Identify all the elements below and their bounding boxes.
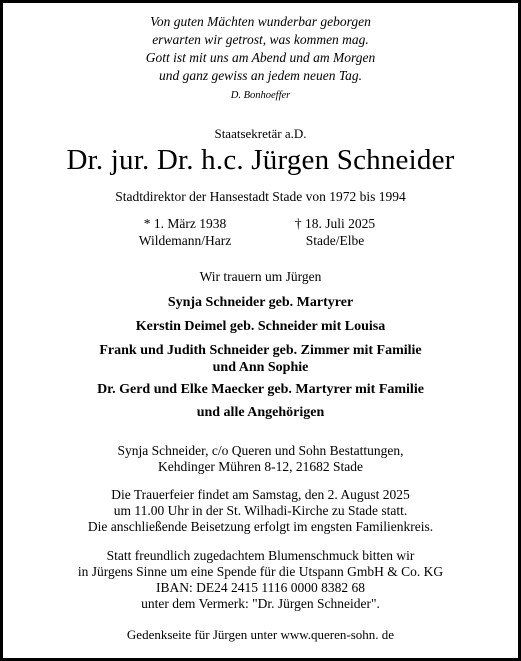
donation-line-1: Statt freundlich zugedachtem Blumenschmuck bitten wir [106, 548, 415, 563]
service-line-3: Die anschließende Beisetzung erfolgt im engsten Familienkreis. [87, 519, 434, 534]
poem-attribution: D. Bonhoeffer [230, 90, 291, 101]
birth-place: Wildemann/Harz [138, 233, 232, 248]
poem-line-2: erwarten wir getrost, was kommen mag. [152, 32, 369, 47]
donation-line-2: in Jürgens Sinne um eine Spende für die Utspann GmbH & Co. KG [77, 564, 444, 579]
death-block [245, 215, 425, 249]
poem-line-1: Von guten Mächten wunderbar geborgen [150, 14, 371, 29]
mourner-line-4: und Ann Sophie [212, 360, 309, 375]
deceased-title: Staatsekretär a.D. [214, 126, 307, 141]
service-line-1: Die Trauerfeier findet am Samstag, den 2. August 2025 [111, 487, 410, 502]
death-place: Stade/Elbe [305, 233, 365, 248]
mourning-intro: Wir trauern um Jürgen [199, 269, 322, 284]
donation-line-3: IBAN: DE24 2415 1116 0000 8382 68 [156, 580, 365, 595]
deceased-name: Dr. jur. Dr. h.c. Jürgen Schneider [66, 144, 455, 176]
deceased-role: Stadtdirektor der Hansestadt Stade von 1972 bis 1994 [115, 189, 406, 204]
contact-line-2: Kehdinger Mühren 8-12, 21682 Stade [157, 459, 364, 474]
service-line-2: um 11.00 Uhr in der St. Wilhadi-Kirche zu Stade statt. [113, 503, 408, 518]
mourner-line-3: Frank und Judith Schneider geb. Zimmer mit Familie [99, 343, 422, 358]
mourner-line-5: Dr. Gerd und Elke Maecker geb. Martyrer mit Familie [97, 382, 424, 397]
death-date: † 18. Juli 2025 [294, 216, 376, 231]
birth-date: * 1. März 1938 [143, 216, 227, 231]
mourner-line-6: und alle Angehörigen [196, 405, 325, 420]
poem-line-3: Gott ist mit uns am Abend und am Morgen [145, 50, 376, 65]
poem-line-4: und ganz gewiss an jedem neuen Tag. [158, 68, 363, 83]
contact-line-1: Synja Schneider, c/o Queren und Sohn Bestattungen, [117, 443, 404, 458]
memorial-page-link: Gedenkseite für Jürgen unter www.queren-sohn. de [126, 627, 395, 642]
mourner-line-2: Kerstin Deimel geb. Schneider mit Louisa [135, 319, 386, 334]
mourner-line-1: Synja Schneider geb. Martyrer [167, 295, 354, 310]
donation-line-4: unter dem Vermerk: "Dr. Jürgen Schneider". [141, 596, 380, 611]
